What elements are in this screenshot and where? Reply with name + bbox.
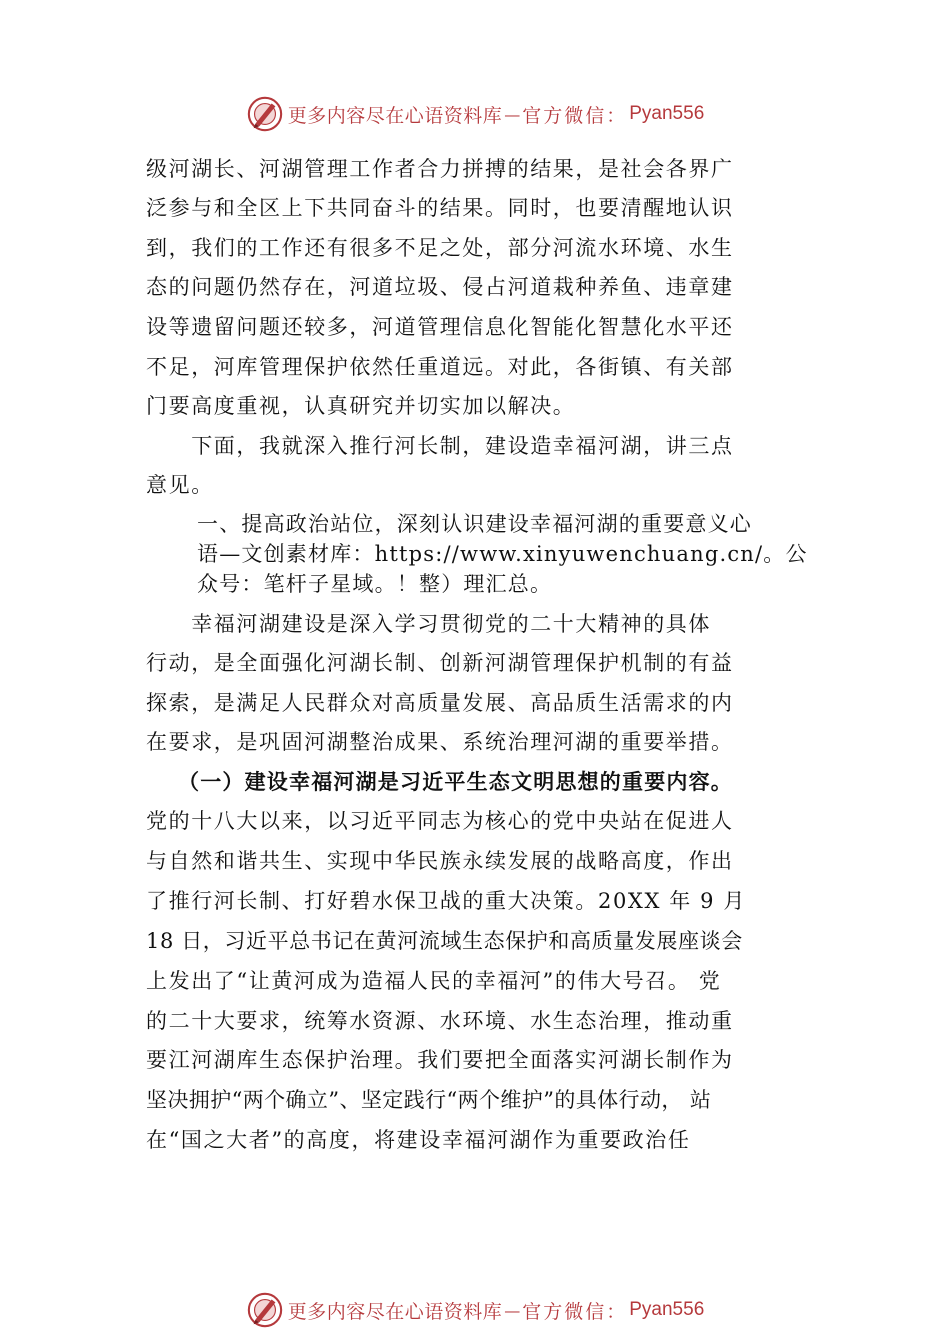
header-wechat-id: Pyan556 xyxy=(629,103,705,124)
text-line: 设等遗留问题还较多，河道管理信息化智能化智慧化水平还 xyxy=(146,315,734,339)
brand-logo-icon xyxy=(246,95,284,133)
text-line: 要江河湖库生态保护治理。我们要把全面落实河湖长制作为 xyxy=(146,1048,734,1072)
header-wechat-label: 官方微信： xyxy=(522,104,628,127)
text-line: 不足，河库管理保护依然任重道远。对此，各街镇、有关部 xyxy=(146,355,734,379)
text-line: 态的问题仍然存在，河道垃圾、侵占河道栽种养鱼、违章建 xyxy=(146,275,734,299)
text-line: 的二十大要求，统筹水资源、水环境、水生态治理，推动重 xyxy=(146,1009,734,1033)
text-line: 在“国之大者”的高度，将建设幸福河湖作为重要政治任 xyxy=(146,1128,691,1152)
text-line: 探索，是满足人民群众对高质量发展、高品质生活需求的内 xyxy=(146,691,734,715)
text-line: 泛参与和全区上下共同奋斗的结果。同时，也要清醒地认识 xyxy=(146,196,734,220)
text-line: 到，我们的工作还有很多不足之处，部分河流水环境、水生 xyxy=(146,236,734,260)
text-line: 党的十八大以来，以习近平同志为核心的党中央站在促进人 xyxy=(146,809,734,833)
header-brand-text: 更多内容尽在心语资料库 xyxy=(287,104,503,127)
text-line: 行动，是全面强化河湖长制、创新河湖管理保护机制的有益 xyxy=(146,651,734,675)
header-banner xyxy=(0,92,950,136)
text-line: 与自然和谐共生、实现中华民族永续发展的战略高度，作出 xyxy=(146,849,734,873)
subheading: （一）建设幸福河湖是习近平生态文明思想的重要内容。 xyxy=(178,769,733,794)
text-line: 意见。 xyxy=(146,473,214,497)
footer-separator: — xyxy=(504,1300,521,1320)
footer-brand-text: 更多内容尽在心语资料库 xyxy=(287,1300,503,1323)
footer-wechat-label: 官方微信： xyxy=(522,1300,628,1323)
text-line: 级河湖长、河湖管理工作者合力拼搏的结果，是社会各界广 xyxy=(146,157,734,181)
footer-banner xyxy=(0,1288,950,1332)
heading-line: 一、提高政治站位，深刻认识建设幸福河湖的重要意义心 xyxy=(197,512,752,536)
text-line: 坚决拥护“两个确立”、坚定践行“两个维护”的具体行动， 站 xyxy=(146,1088,712,1112)
brand-logo-icon xyxy=(246,1291,284,1329)
heading-line: 语—文创素材库：https://www.xinyuwenchuang.cn/。公 xyxy=(197,542,808,566)
text-line: 在要求，是巩固河湖整治成果、系统治理河湖的重要举措。 xyxy=(146,730,734,754)
text-line: 门要高度重视，认真研究并切实加以解决。 xyxy=(146,394,576,418)
header-separator: — xyxy=(504,104,521,124)
heading-line: 众号：笔杆子星域。！整）理汇总。 xyxy=(197,572,553,596)
text-line: 了推行河长制、打好碧水保卫战的重大决策。20XX 年 9 月 xyxy=(146,889,747,913)
footer-wechat-id: Pyan556 xyxy=(629,1299,705,1320)
text-line: 18 日，习近平总书记在黄河流域生态保护和高质量发展座谈会 xyxy=(146,929,743,953)
text-line: 幸福河湖建设是深入学习贯彻党的二十大精神的具体 xyxy=(146,612,711,636)
text-line: 上发出了“让黄河成为造福人民的幸福河”的伟大号召。 党 xyxy=(146,969,722,993)
text-line: 下面，我就深入推行河长制，建设造幸福河湖，讲三点 xyxy=(146,434,734,458)
